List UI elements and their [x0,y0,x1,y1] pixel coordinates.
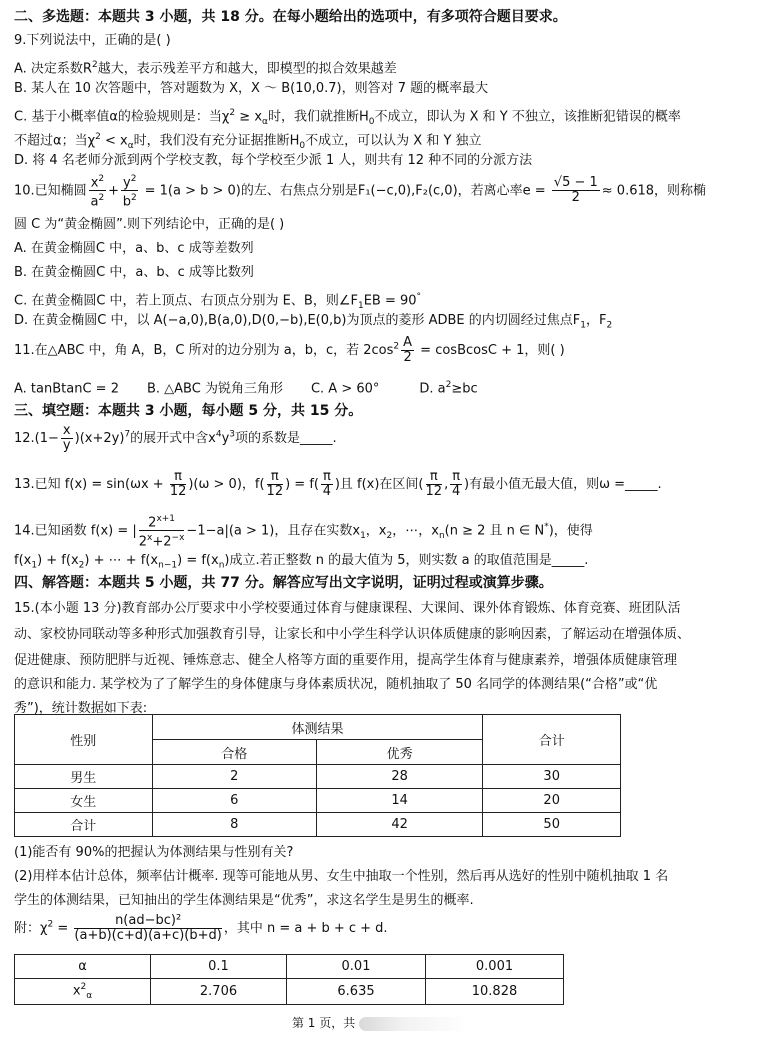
q9-option-d: D. 将 4 名老师分派到两个学校支教，每个学校至少派 1 人，则共有 12 种不同的分派方法 [14,153,533,168]
chi-square-formula: 附：$\chi^2$ = $\frac{\text{n(ad−bc)²}}{(a+b)(c+d)(a+c)(b+d)}$ ，其中 n = a + b + c + d. [14,913,388,943]
q15-para-4: 的意识和能力. 某学校为了了解学生的身体健康与身体素质状况，随机抽取了 50 名同学的体测结果(“合格”或“优 [14,677,658,692]
q15-para-5: 秀”)，统计数据如下表: [14,701,148,716]
q10-stem: 10.已知椭圆 $\frac{x^2}{a^2}$ + $\frac{y^2}{b^2}$ = 1(a > b > 0)的左、右焦点分别是F₁(−c,0),F₂(c,0)，若离心率e = $\frac{√5 - 1}{2}$ ≈ 0.618，则称椭 [14,174,707,210]
q10-stem-cont: 圆 C 为“黄金椭圆”.则下列结论中，正确的是( ) [14,217,285,232]
q11-stem: 11.在△ABC 中，角 A，B，C 所对的边分别为 a，b，c，若 $2\cos^2$ $\frac{A}{2}$ = cosBcosC + 1，则( ) [14,335,565,365]
section-header-solve: 四、解答题：本题共 5 小题，共 77 分。解答应写出文字说明，证明过程或演算步骤。 [14,575,553,591]
q10-option-a: A. 在黄金椭圆C 中，a、b、c 成等差数列 [14,241,254,256]
watermark-smudge [359,1017,469,1031]
q12-stem: 12.(1− $\frac{x}{y}$ )$(x+2y)^7$的展开式中含$x^4y^3$项的系数是_____. [14,423,337,453]
q9-stem: 9.下列说法中，正确的是( ) [14,33,171,48]
th-pass: 合格 [152,740,316,765]
th-result: 体测结果 [152,715,483,740]
section-header-multi: 二、多选题：本题共 3 小题，共 18 分。在每小题给出的选项中，有多项符合题目要求。 [14,9,567,25]
critical-value-table [14,954,564,1005]
q10-option-d: D. 在黄金椭圆C 中，以 A(−a,0),B(a,0),D(0,−b),E(0,b)为顶点的菱形 ADBE 的内切圆经过焦点$F_1$，$F_2$ [14,313,613,331]
q15-para-2: 动、家校协同联动等多种形式加强教育引导，让家长和中小学生科学认识体质健康的影响因素，了解运动在增强体质、 [14,627,691,642]
table-row: 合计 8 42 50 [15,813,621,837]
stats-table [14,714,621,837]
q15-para-3: 促进健康、预防肥胖与近视、锤炼意志、健全人格等方面的重要作用，提高学生体育与健康素养，增强体质健康管理 [14,653,678,668]
q11-options: A. tanBtanC = 2 B. △ABC 为锐角三角形 C. A > 60° D. $a^2\ge bc$ [14,380,478,397]
table-row: 男生 2 28 30 [15,765,621,789]
page-footer: 第 1 页，共 [0,1014,761,1031]
table-row: $x^2_\alpha$ 2.706 6.635 10.828 [15,979,564,1005]
q9-option-c: C. 基于小概率值α的检验规则是：当$\chi^2 \ge x_\alpha$时，我们就推断$H_0$不成立，即认为 X 和 Y 不独立，该推断犯错误的概率 [14,108,681,127]
q10-option-b: B. 在黄金椭圆C 中，a、b、c 成等比数列 [14,265,254,280]
q15-para-1: 15.(本小题 13 分)教育部办公厅要求中小学校要通过体育与健康课程、大课间、课外体育锻炼、体育竞赛、班团队活 [14,601,681,616]
q9-option-b: B. 某人在 10 次答题中，答对题数为 X，X ～ B(10,0.7)，则答对 7 题的概率最大 [14,81,489,96]
table-row: 女生 6 14 20 [15,789,621,813]
q10-option-c: C. 在黄金椭圆C 中，若上顶点、右顶点分别为 E、B，则$\angle F_1EB = 90^\circ$ [14,292,422,311]
q14-stem-cont: $f(x_1) + f(x_2)$ + ⋯ + $f(x_{n-1}) = f(x_n)$成立.若正整数 n 的最大值为 5，则实数 a 的取值范围是_____. [14,553,589,571]
q9-option-c-cont: 不超过α；当$\chi^2 < x_\alpha$时，我们没有充分证据推断$H_0$不成立，可以认为 X 和 Y 独立 [14,132,482,151]
q15-part-1: (1)能否有 90%的把握认为体测结果与性别有关? [14,845,294,860]
q15-part-2-cont: 学生的体测结果，已知抽出的学生体测结果是“优秀”，求这名学生是男生的概率. [14,893,474,908]
q15-part-2: (2)用样本估计总体，频率估计概率. 现等可能地从男、女生中抽取一个性别，然后再从选好的性别中随机抽取 1 名 [14,869,669,884]
section-header-fill: 三、填空题：本题共 3 小题，每小题 5 分，共 15 分。 [14,403,363,419]
th-gender: 性别 [15,715,153,765]
q13-stem: 13.已知 f(x) = sin(ωx + $\frac{\pi}{12}$ )(ω > 0)，f( $\frac{\pi}{12}$ ) = f( $\frac{\pi}{4}$ )且 f(x)在区间( $\frac{\pi}{12}$ , $\frac{\pi}{4}$ )有最小值无最大值，则ω =_____. [14,469,662,499]
table-row: α 0.1 0.01 0.001 [15,955,564,979]
th-excellent: 优秀 [316,740,482,765]
q14-stem: 14.已知函数 f(x) = | $\frac{2^{x+1}}{2^x+2^{-x}}$ −1−a|(a > 1)，且存在实数$x_1$，$x_2$，⋯，$x_n(n \ge 2$ 且 n ∈ N*)，使得 [14,514,593,550]
q9-option-a: A. 决定系数$R^2$越大，表示残差平方和越大，即模型的拟合效果越差 [14,60,397,77]
th-total: 合计 [483,715,621,765]
